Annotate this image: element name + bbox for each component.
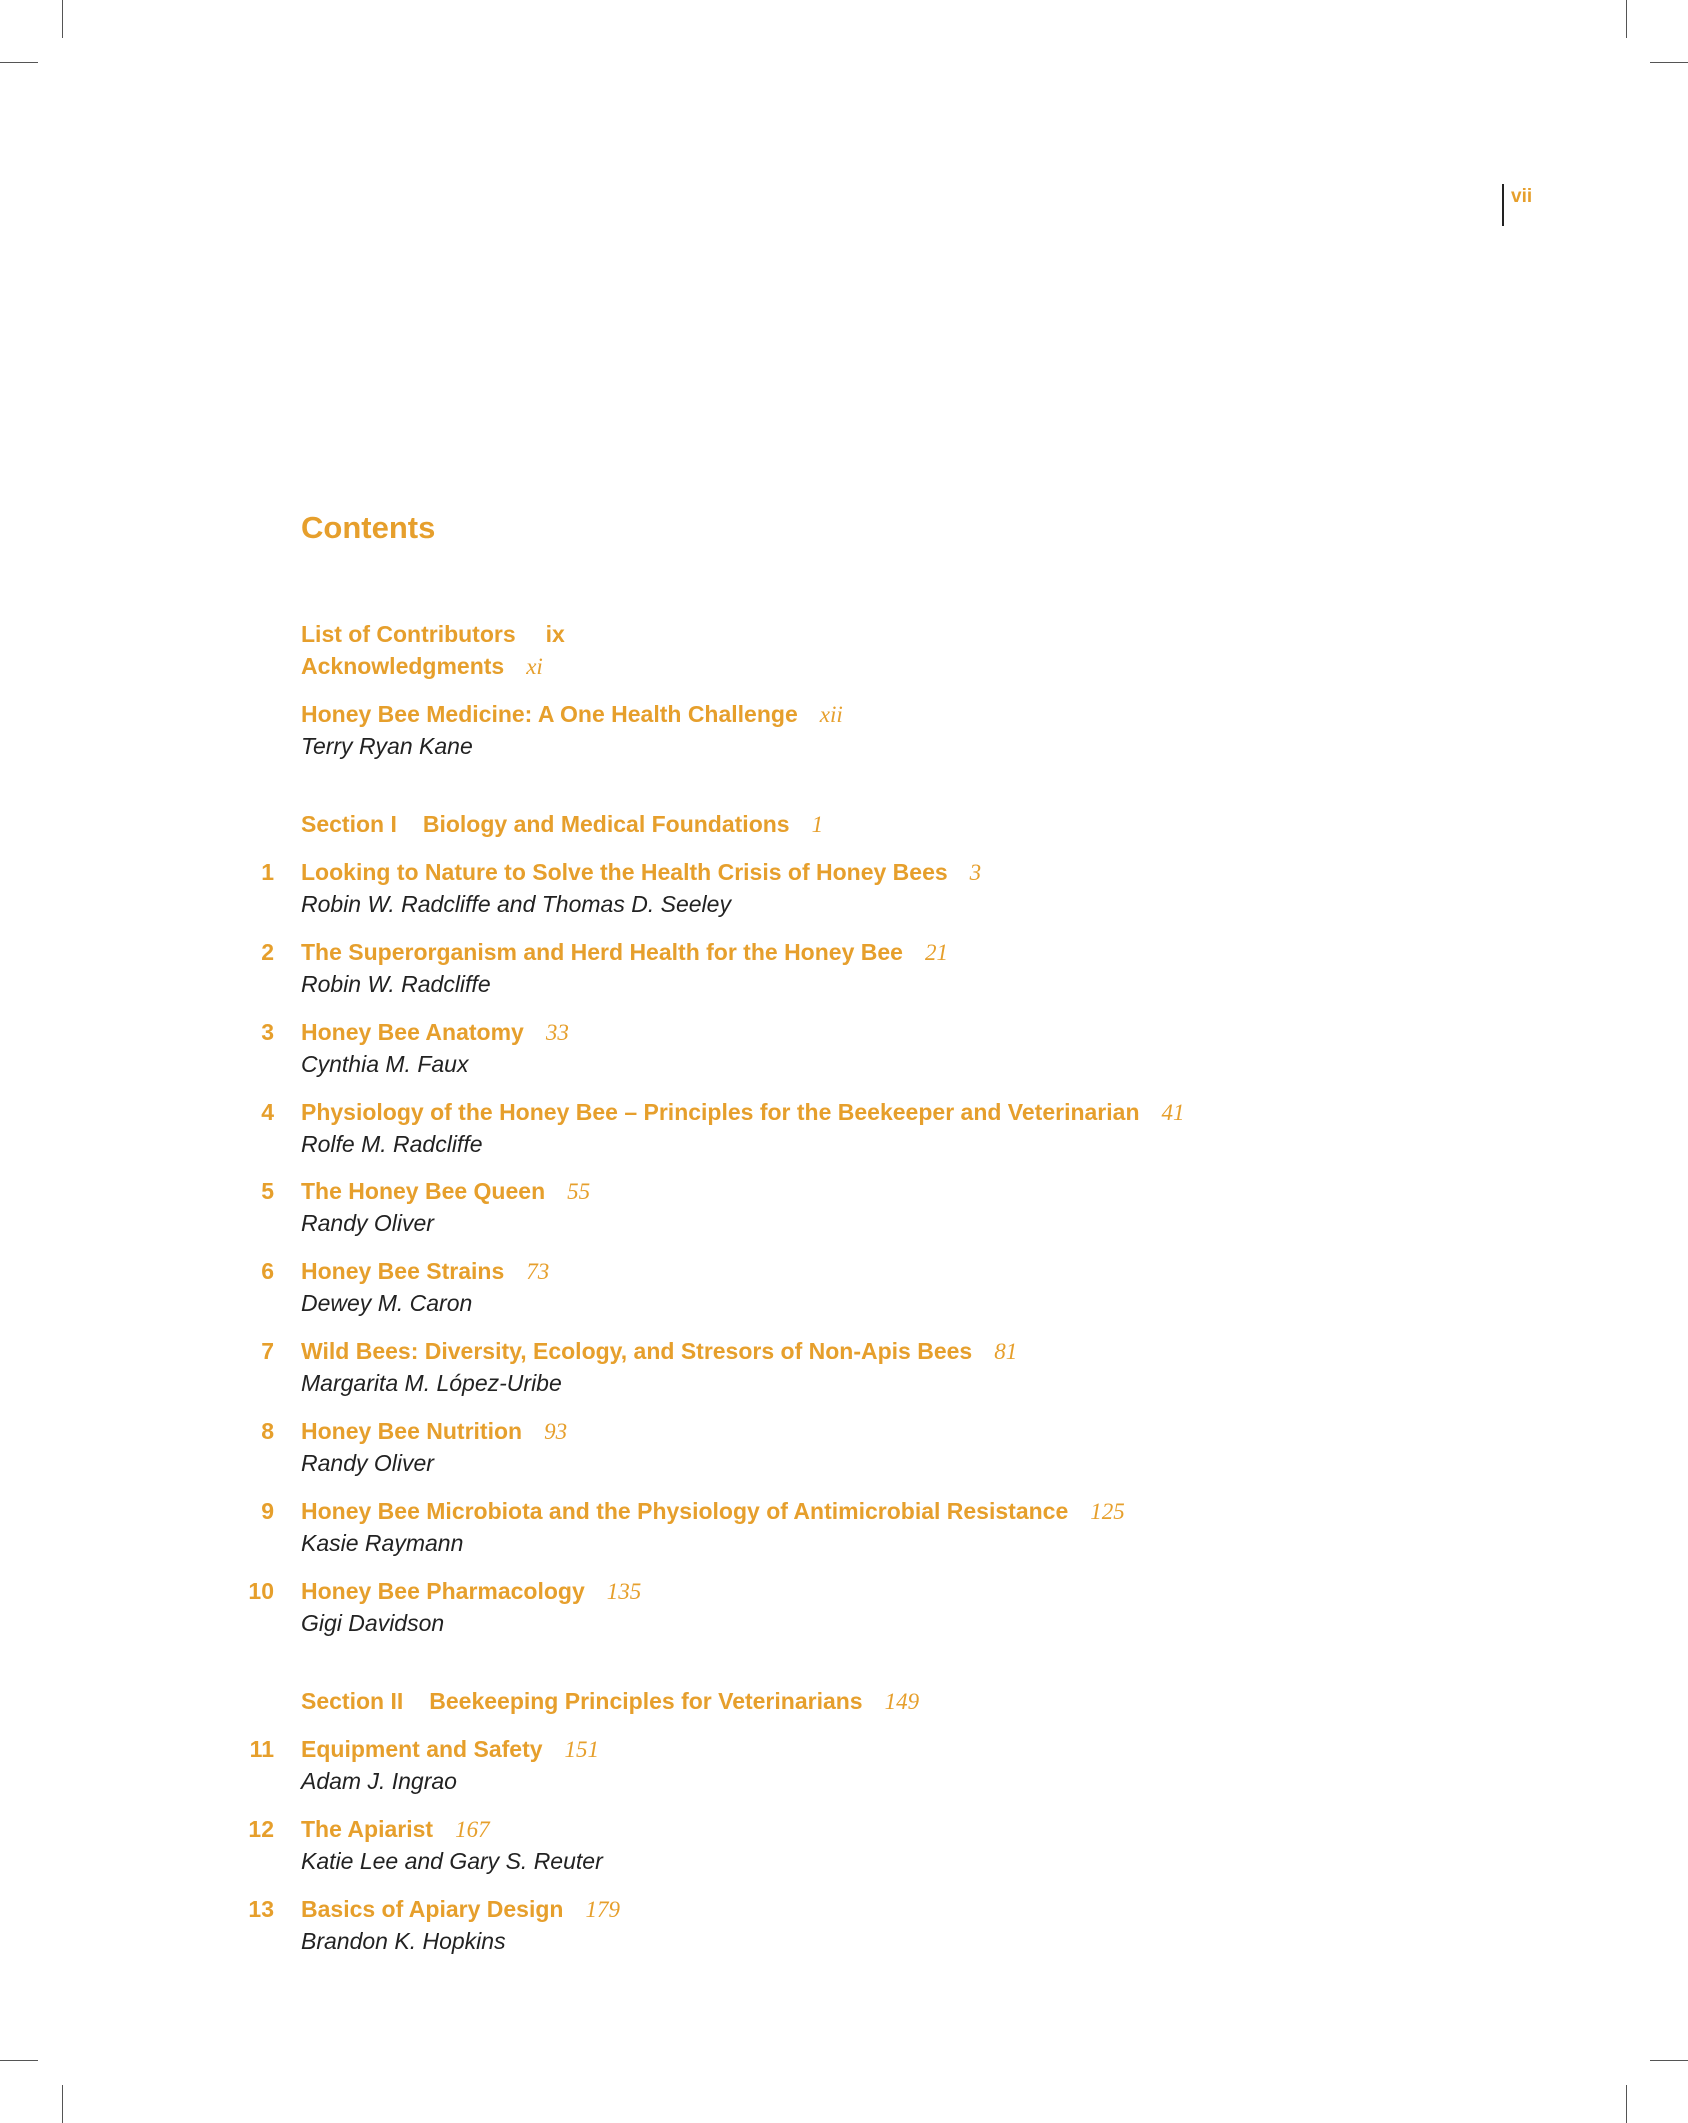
folio-rule <box>1502 184 1504 226</box>
section-label: Section I <box>301 811 397 837</box>
crop-mark <box>0 2060 38 2061</box>
chapter-author: Kasie Raymann <box>301 1530 464 1556</box>
chapter-number: 12 <box>248 1816 274 1842</box>
chapter-author: Brandon K. Hopkins <box>301 1928 506 1954</box>
chapter-author: Robin W. Radcliffe and Thomas D. Seeley <box>301 891 731 917</box>
chapter-number: 1 <box>261 859 274 885</box>
chapter-title[interactable]: Honey Bee Pharmacology <box>301 1578 585 1604</box>
crop-mark <box>0 62 38 63</box>
entry-title[interactable]: Acknowledgments <box>301 653 505 679</box>
crop-mark <box>1626 0 1627 38</box>
chapter-number: 5 <box>261 1178 274 1204</box>
chapter-author: Rolfe M. Radcliffe <box>301 1131 483 1157</box>
chapter-title[interactable]: Wild Bees: Diversity, Ecology, and Stresors of Non-Apis Bees <box>301 1338 973 1364</box>
chapter-page: 41 <box>1161 1100 1185 1125</box>
chapter-page: 135 <box>606 1579 642 1604</box>
chapter-number: 8 <box>261 1418 274 1444</box>
chapter-page: 151 <box>564 1737 600 1762</box>
page-folio: vii <box>1511 186 1533 207</box>
section-label: Section II <box>301 1688 404 1714</box>
chapter-number: 13 <box>248 1896 274 1922</box>
entry-page: xi <box>526 654 543 679</box>
crop-mark <box>1650 62 1688 63</box>
chapter-title[interactable]: The Apiarist <box>301 1816 434 1842</box>
chapter-author: Robin W. Radcliffe <box>301 971 491 997</box>
chapter-title[interactable]: Looking to Nature to Solve the Health Crisis of Honey Bees <box>301 859 948 885</box>
chapter-number: 7 <box>261 1338 274 1364</box>
chapter-number: 2 <box>261 939 274 965</box>
chapter-page: 93 <box>544 1419 568 1444</box>
chapter-title[interactable]: Honey Bee Nutrition <box>301 1418 523 1444</box>
chapter-title[interactable]: The Honey Bee Queen <box>301 1178 546 1204</box>
entry-title[interactable]: Honey Bee Medicine: A One Health Challenge <box>301 701 798 727</box>
entry-title[interactable]: List of Contributors <box>301 621 516 647</box>
section-title[interactable]: Beekeeping Principles for Veterinarians <box>429 1688 863 1714</box>
chapter-page: 125 <box>1090 1499 1125 1524</box>
chapter-title[interactable]: The Superorganism and Herd Health for the Honey Bee <box>301 939 903 965</box>
section-page: 149 <box>884 1689 920 1714</box>
chapter-author: Randy Oliver <box>301 1210 434 1236</box>
chapter-number: 11 <box>249 1736 274 1762</box>
chapter-page: 55 <box>567 1179 591 1204</box>
chapter-page: 21 <box>924 940 948 965</box>
chapter-number: 6 <box>261 1258 274 1284</box>
chapter-author: Katie Lee and Gary S. Reuter <box>301 1848 603 1874</box>
chapter-title[interactable]: Equipment and Safety <box>301 1736 543 1762</box>
chapter-title[interactable]: Basics of Apiary Design <box>301 1896 564 1922</box>
crop-mark <box>62 2085 63 2123</box>
chapter-title[interactable]: Honey Bee Anatomy <box>301 1019 524 1045</box>
chapter-page: 179 <box>585 1897 620 1922</box>
chapter-number: 3 <box>261 1019 274 1045</box>
chapter-number: 10 <box>248 1578 274 1604</box>
chapter-author: Margarita M. López-Uribe <box>301 1370 562 1396</box>
chapter-page: 81 <box>994 1339 1018 1364</box>
chapter-title[interactable]: Honey Bee Microbiota and the Physiology of Antimicrobial Resistance <box>301 1498 1069 1524</box>
chapter-title[interactable]: Honey Bee Strains <box>301 1258 505 1284</box>
crop-mark <box>1650 2060 1688 2061</box>
entry-author: Terry Ryan Kane <box>301 733 473 759</box>
chapter-author: Cynthia M. Faux <box>301 1051 469 1077</box>
section-title[interactable]: Biology and Medical Foundations <box>422 811 790 837</box>
chapter-title[interactable]: Physiology of the Honey Bee – Principles for the Beekeeper and Veterinarian <box>301 1099 1140 1125</box>
crop-mark <box>1626 2085 1627 2123</box>
chapter-author: Dewey M. Caron <box>301 1290 473 1316</box>
chapter-page: 73 <box>526 1259 550 1284</box>
section-page: 1 <box>811 812 824 837</box>
chapter-author: Adam J. Ingrao <box>301 1768 457 1794</box>
page-title: Contents <box>301 510 436 545</box>
chapter-page: 33 <box>545 1020 569 1045</box>
entry-page: ix <box>545 621 565 647</box>
chapter-author: Randy Oliver <box>301 1450 434 1476</box>
chapter-page: 3 <box>969 860 982 885</box>
chapter-number: 4 <box>261 1099 274 1125</box>
crop-mark <box>62 0 63 38</box>
chapter-number: 9 <box>261 1498 274 1524</box>
chapter-author: Gigi Davidson <box>301 1610 445 1636</box>
entry-page: xii <box>819 702 843 727</box>
chapter-page: 167 <box>455 1817 490 1842</box>
